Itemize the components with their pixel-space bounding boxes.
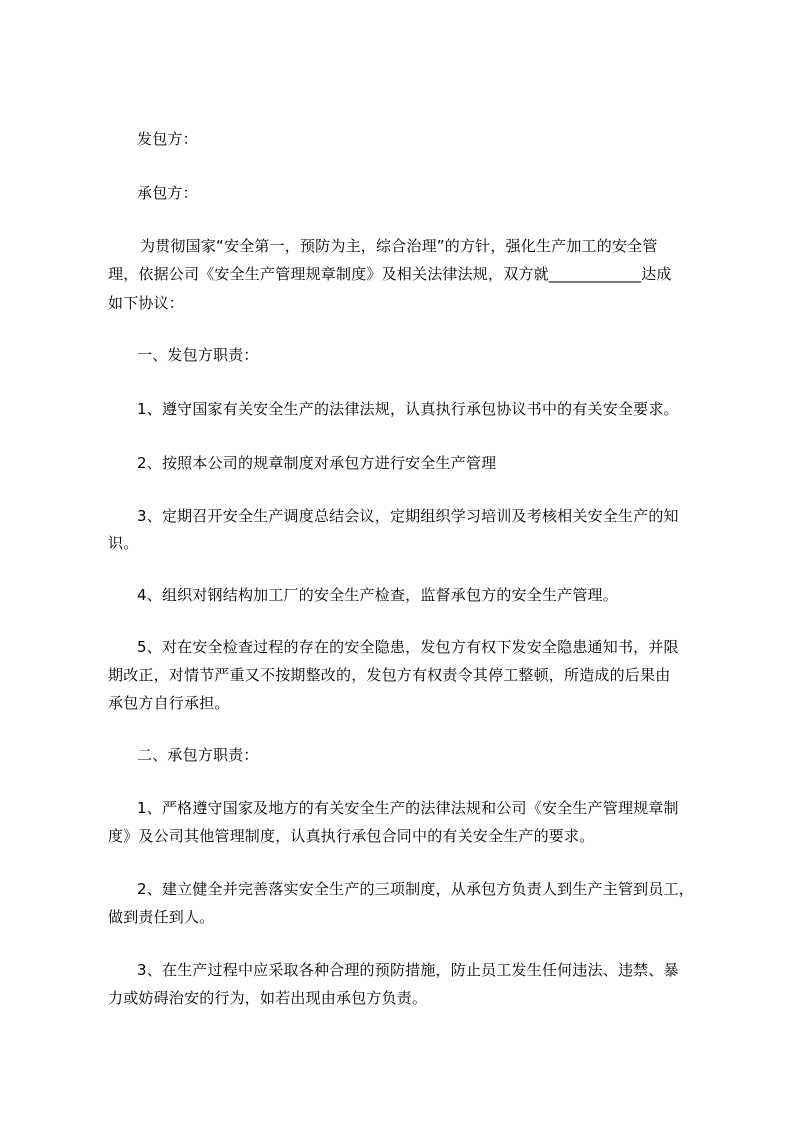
section-1-item-3-line-1: 3、定期召开安全生产调度总结会议，定期组织学习培训及考核相关安全生产的知 <box>137 507 679 525</box>
section-2-item-3-line-2: 力或妨碍治安的行为，如若出现由承包方负责。 <box>108 989 428 1007</box>
section-2-item-2-line-1: 2、建立健全并完善落实安全生产的三项制度，从承包方负责人到生产主管到员工， <box>137 880 694 898</box>
party-b-label: 承包方： <box>137 184 198 202</box>
intro-line-1: 为贯彻国家“安全第一，预防为主，综合治理”的方针，强化生产加工的安全管 <box>140 237 658 255</box>
intro-line-2: 理，依据公司《安全生产管理规章制度》及相关法律法规，双方就____________达成 <box>108 265 672 283</box>
party-a-label: 发包方： <box>137 130 198 148</box>
section-1-item-5-line-3: 承包方自行承担。 <box>108 694 230 712</box>
section-2-item-3-line-1: 3、在生产过程中应采取各种合理的预防措施，防止员工发生任何违法、违禁、暴 <box>137 961 679 979</box>
section-1-item-4: 4、组织对钢结构加工厂的安全生产检查，监督承包方的安全生产管理。 <box>137 586 618 604</box>
section-2-item-1-line-2: 度》及公司其他管理制度，认真执行承包合同中的有关安全生产的要求。 <box>108 827 595 845</box>
section-1-item-5-line-1: 5、对在安全检查过程的存在的安全隐患，发包方有权下发安全隐患通知书，并限 <box>137 638 679 656</box>
section-2-item-2-line-2: 做到责任到人。 <box>108 908 215 926</box>
section-2-item-1-line-1: 1、严格遵守国家及地方的有关安全生产的法律法规和公司《安全生产管理规章制 <box>137 799 679 817</box>
section-1-item-2: 2、按照本公司的规章制度对承包方进行安全生产管理 <box>137 454 497 472</box>
section-1-item-3-line-2: 识。 <box>108 534 139 552</box>
section-1-item-1: 1、遵守国家有关安全生产的法律法规，认真执行承包协议书中的有关安全要求。 <box>137 400 679 418</box>
section-1-heading: 一、发包方职责： <box>137 346 259 364</box>
section-1-item-5-line-2: 期改正，对情节严重又不按期整改的，发包方有权责令其停工整顿，所造成的后果由 <box>108 666 671 684</box>
intro-line-3: 如下协议： <box>108 294 185 312</box>
section-2-heading: 二、承包方职责： <box>137 746 259 764</box>
